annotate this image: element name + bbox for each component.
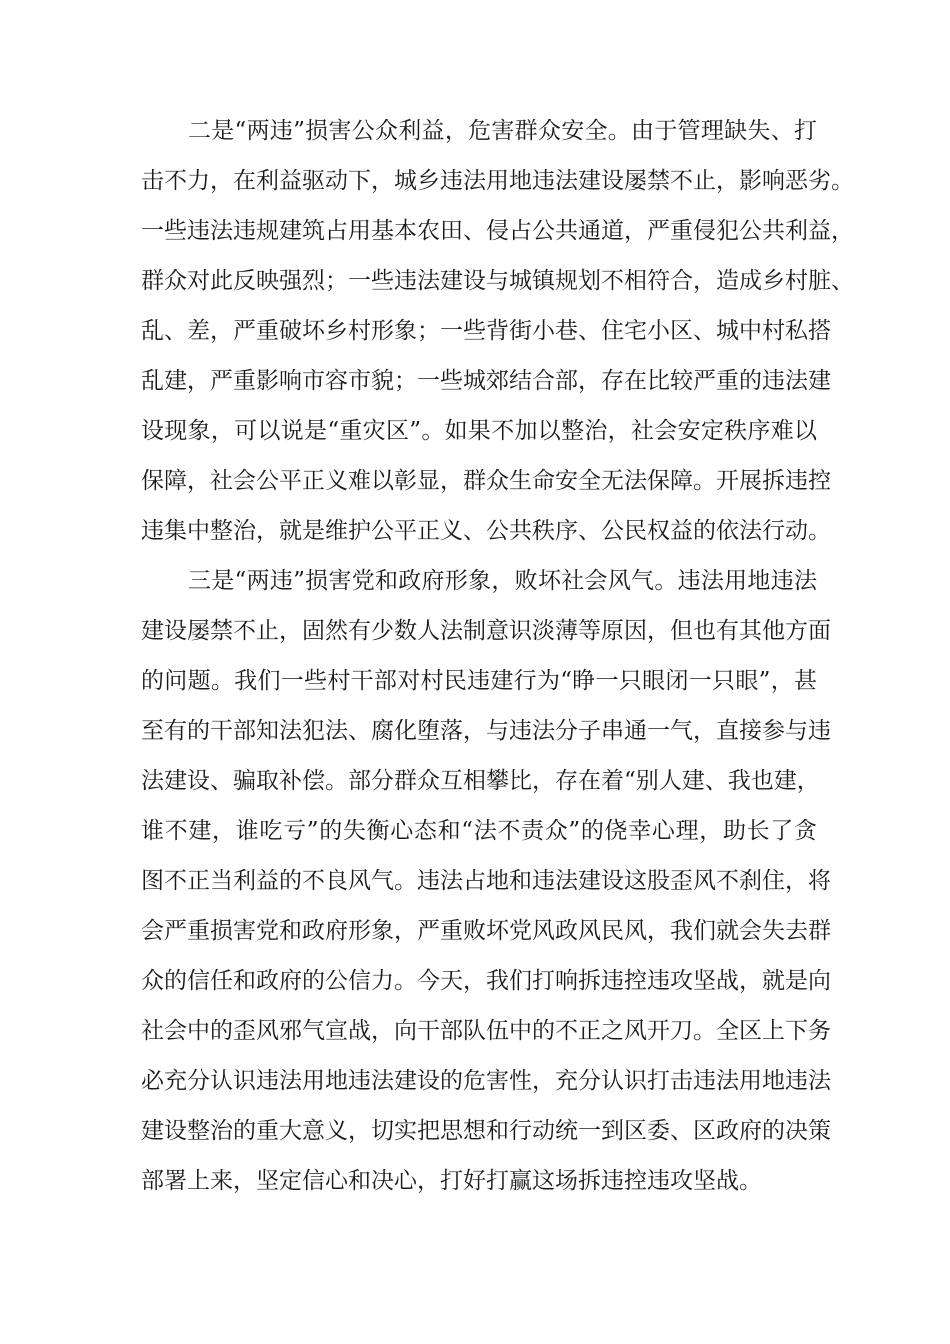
paragraph-line: 的问题。我们一些村干部对村民违建行为“睁一只眼闭一只眼”，甚 <box>141 668 817 694</box>
paragraph-line: 众的信任和政府的公信力。今天，我们打响拆违控违攻坚战，就是向 <box>141 968 831 994</box>
paragraph-line: 保障，社会公平正义难以彰显，群众生命安全无法保障。开展拆违控 <box>141 468 831 494</box>
paragraph-line: 群众对此反映强烈；一些违法建设与城镇规划不相符合，造成乡村脏、 <box>141 268 854 294</box>
paragraph-line: 建设屡禁不止，固然有少数人法制意识淡薄等原因，但也有其他方面 <box>141 618 831 644</box>
paragraph-line: 三是“两违”损害党和政府形象，败坏社会风气。违法用地违法 <box>188 568 817 594</box>
paragraph-line: 部署上来，坚定信心和决心，打好打赢这场拆违控违攻坚战。 <box>141 1168 762 1194</box>
paragraph-line: 违集中整治，就是维护公平正义、公共秩序、公民权益的依法行动。 <box>141 518 831 544</box>
paragraph-line: 乱建，严重影响市容市貌；一些城郊结合部，存在比较严重的违法建 <box>141 368 831 394</box>
paragraph-line: 一些违法违规建筑占用基本农田、侵占公共通道，严重侵犯公共利益， <box>141 218 854 244</box>
paragraph-line: 图不正当利益的不良风气。违法占地和违法建设这股歪风不刹住，将 <box>141 868 831 894</box>
paragraph-line: 必充分认识违法用地违法建设的危害性，充分认识打击违法用地违法 <box>141 1068 831 1094</box>
paragraph-line: 社会中的歪风邪气宣战，向干部队伍中的不正之风开刀。全区上下务 <box>141 1018 831 1044</box>
paragraph-line: 设现象，可以说是“重灾区”。如果不加以整治，社会安定秩序难以 <box>141 418 817 444</box>
paragraph-line: 建设整治的重大意义，切实把思想和行动统一到区委、区政府的决策 <box>141 1118 831 1144</box>
paragraph-line: 会严重损害党和政府形象，严重败坏党风政风民风，我们就会失去群 <box>141 918 831 944</box>
paragraph-line: 至有的干部知法犯法、腐化堕落，与违法分子串通一气，直接参与违 <box>141 718 831 744</box>
paragraph-line: 谁不建，谁吃亏”的失衡心态和“法不责众”的侥幸心理，助长了贪 <box>141 818 817 844</box>
paragraph-two-violations-party-image <box>141 556 831 1206</box>
paragraph-two-violations-public-interest <box>141 106 854 556</box>
document-body <box>141 106 854 1206</box>
paragraph-line: 二是“两违”损害公众利益，危害群众安全。由于管理缺失、打 <box>188 118 817 144</box>
paragraph-line: 击不力，在利益驱动下，城乡违法用地违法建设屡禁不止，影响恶劣。 <box>141 168 854 194</box>
paragraph-line: 法建设、骗取补偿。部分群众互相攀比，存在着“别人建、我也建， <box>141 768 820 794</box>
paragraph-line: 乱、差，严重破坏乡村形象；一些背街小巷、住宅小区、城中村私搭 <box>141 318 831 344</box>
